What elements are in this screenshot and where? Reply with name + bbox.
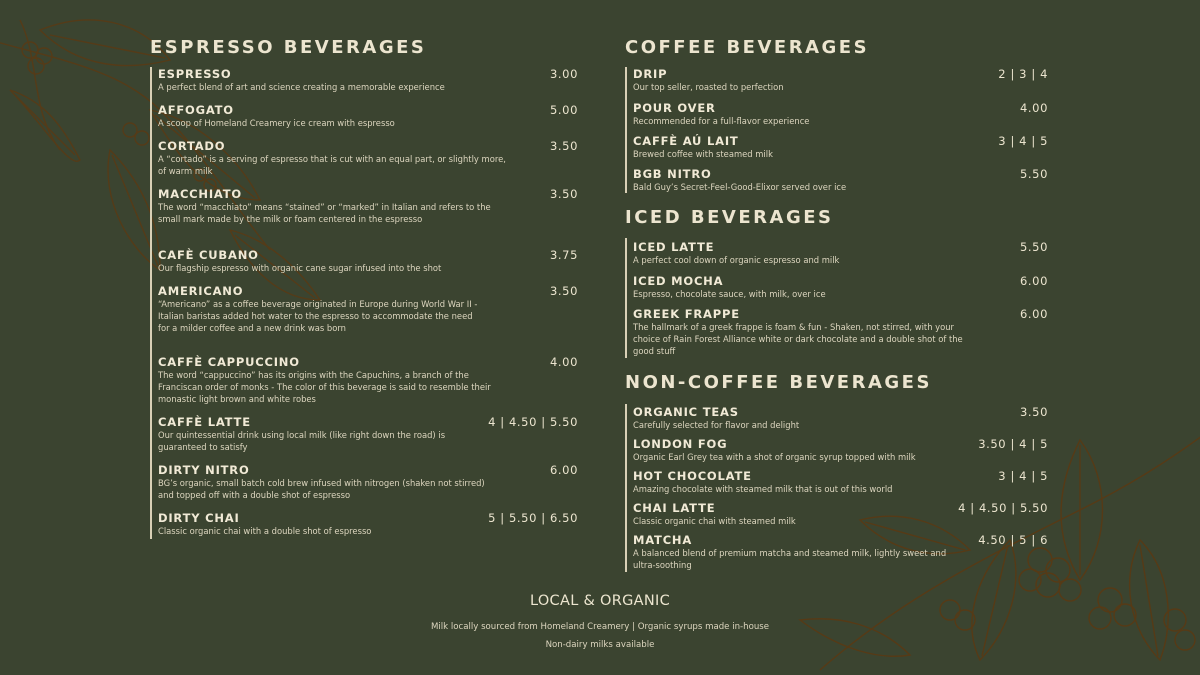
menu-item bbox=[158, 249, 508, 274]
item-description: A perfect cool down of organic espresso and milk bbox=[633, 255, 840, 265]
item-price: 4 | 4.50 | 5.50 bbox=[488, 415, 578, 429]
item-price: 2 | 3 | 4 bbox=[998, 67, 1048, 81]
item-name: GREEK FRAPPE bbox=[633, 307, 740, 321]
item-name: ICED LATTE bbox=[633, 240, 715, 254]
item-description: Classic organic chai with steamed milk bbox=[633, 516, 796, 526]
section-title-espresso: ESPRESSO BEVERAGES bbox=[150, 37, 427, 58]
item-price: 3.50 bbox=[1019, 405, 1048, 419]
noncoffee-items bbox=[625, 404, 1050, 572]
menu-item bbox=[158, 285, 478, 334]
item-price: 3.50 bbox=[549, 187, 578, 201]
item-name: DIRTY CHAI bbox=[158, 511, 240, 525]
menu-item bbox=[633, 102, 963, 127]
item-price: 5.00 bbox=[549, 103, 578, 117]
item-name: DIRTY NITRO bbox=[158, 463, 250, 477]
item-price: 4 | 4.50 | 5.50 bbox=[958, 501, 1048, 515]
item-name: MATCHA bbox=[633, 533, 693, 547]
menu-item bbox=[158, 188, 498, 225]
item-name: HOT CHOCOLATE bbox=[633, 469, 752, 483]
item-description: A “cortado” is a serving of espresso that is cut with an equal part, or slightly more, of warm milk bbox=[158, 154, 506, 176]
item-description: Bald Guy’s Secret-Feel-Good-Elixor served over ice bbox=[633, 182, 847, 192]
item-description: Recommended for a full-flavor experience bbox=[633, 116, 810, 126]
item-name: ESPRESSO bbox=[158, 67, 232, 81]
section-title-iced: ICED BEVERAGES bbox=[625, 207, 834, 228]
item-price: 4.50 | 5 | 6 bbox=[978, 533, 1048, 547]
item-name: ICED MOCHA bbox=[633, 274, 724, 288]
menu-item bbox=[633, 68, 963, 93]
item-price: 3.00 bbox=[549, 67, 578, 81]
item-name: ORGANIC TEAS bbox=[633, 405, 739, 419]
item-description: Carefully selected for flavor and delight bbox=[633, 420, 800, 430]
section-title-noncoffee: NON-COFFEE BEVERAGES bbox=[625, 372, 932, 393]
item-name: CAFÈ CUBANO bbox=[158, 248, 259, 262]
item-price: 3.50 bbox=[549, 139, 578, 153]
item-description: The hallmark of a greek frappe is foam & fun - Shaken, not stirred, with your choice of Rain Forest Alliance white or dark chocolate and a double shot of the good stuff bbox=[633, 322, 963, 356]
item-name: MACCHIATO bbox=[158, 187, 242, 201]
menu-item bbox=[158, 104, 508, 129]
item-description: Classic organic chai with a double shot of espresso bbox=[158, 526, 372, 536]
item-name: CAFFÈ CAPPUCCINO bbox=[158, 355, 300, 369]
footer-title: LOCAL & ORGANIC bbox=[529, 593, 670, 609]
item-name: LONDON FOG bbox=[633, 437, 728, 451]
item-description: A balanced blend of premium matcha and steamed milk, lightly sweet and ultra-soothing bbox=[633, 548, 947, 570]
menu-item bbox=[158, 416, 478, 453]
menu-item bbox=[633, 406, 973, 431]
item-name: AFFOGATO bbox=[158, 103, 234, 117]
item-price: 3.75 bbox=[549, 248, 578, 262]
item-description: Our flagship espresso with organic cane sugar infused into the shot bbox=[158, 263, 442, 273]
menu-item bbox=[633, 438, 978, 463]
iced-items bbox=[625, 238, 1050, 358]
item-description: Brewed coffee with steamed milk bbox=[633, 149, 773, 159]
item-description: Organic Earl Grey tea with a shot of organic syrup topped with milk bbox=[633, 452, 916, 462]
coffee-items bbox=[625, 67, 1050, 193]
menu-item bbox=[633, 470, 973, 495]
item-description: A scoop of Homeland Creamery ice cream with espresso bbox=[158, 118, 395, 128]
footer-note-sourcing: Milk locally sourced from Homeland Creamery | Organic syrups made in-house bbox=[430, 622, 770, 632]
item-description: A perfect blend of art and science creating a memorable experience bbox=[158, 82, 445, 92]
item-price: 4.00 bbox=[549, 355, 578, 369]
item-description: “Americano” as a coffee beverage originated in Europe during World War II - Italian baristas added hot water to the espresso to accommodate the need for a milder coffee and a new drink was born bbox=[158, 299, 478, 333]
menu-item bbox=[158, 464, 503, 501]
menu-item bbox=[633, 241, 963, 266]
menu-item bbox=[158, 356, 508, 405]
menu-item bbox=[633, 502, 953, 527]
item-name: CHAI LATTE bbox=[633, 501, 716, 515]
item-description: The word “cappuccino” has its origins with the Capuchins, a branch of the Franciscan order of monks - The color of this beverage is said to resemble their monastic light brown and white robes bbox=[158, 370, 491, 404]
item-price: 3.50 | 4 | 5 bbox=[978, 437, 1048, 451]
menu-item bbox=[158, 68, 508, 93]
menu-item bbox=[158, 140, 508, 177]
item-price: 3.50 bbox=[549, 284, 578, 298]
item-name: BGB NITRO bbox=[633, 167, 712, 181]
item-name: AMERICANO bbox=[158, 284, 244, 298]
menu-item bbox=[633, 308, 968, 357]
item-name: CAFFÈ LATTE bbox=[158, 415, 251, 429]
item-description: BG’s organic, small batch cold brew infused with nitrogen (shaken not stirred) and topped off with a double shot of espresso bbox=[158, 478, 485, 500]
espresso-items bbox=[150, 67, 580, 539]
item-name: POUR OVER bbox=[633, 101, 716, 115]
item-description: Our top seller, roasted to perfection bbox=[633, 82, 784, 92]
item-price: 6.00 bbox=[1019, 307, 1048, 321]
item-price: 6.00 bbox=[1019, 274, 1048, 288]
item-price: 5.50 bbox=[1019, 167, 1048, 181]
item-price: 3 | 4 | 5 bbox=[998, 469, 1048, 483]
menu-item bbox=[633, 534, 953, 571]
item-description: Our quintessential drink using local milk (like right down the road) is guaranteed to satisfy bbox=[158, 430, 446, 452]
footer-note-nondairy: Non-dairy milks available bbox=[545, 640, 655, 650]
item-name: DRIP bbox=[633, 67, 668, 81]
item-price: 5.50 bbox=[1019, 240, 1048, 254]
menu-item bbox=[633, 168, 963, 193]
item-description: The word “macchiato” means “stained” or “marked” in Italian and refers to the small mark made by the milk or foam centered in the espresso bbox=[158, 202, 491, 224]
item-price: 4.00 bbox=[1019, 101, 1048, 115]
section-title-coffee: COFFEE BEVERAGES bbox=[625, 37, 870, 58]
item-price: 3 | 4 | 5 bbox=[998, 134, 1048, 148]
item-price: 5 | 5.50 | 6.50 bbox=[488, 511, 578, 525]
item-description: Amazing chocolate with steamed milk that is out of this world bbox=[633, 484, 893, 494]
item-price: 6.00 bbox=[549, 463, 578, 477]
item-name: CORTADO bbox=[158, 139, 226, 153]
menu-item bbox=[158, 512, 478, 537]
menu-item bbox=[633, 275, 963, 300]
menu-item bbox=[633, 135, 963, 160]
item-name: CAFFÈ AÚ LAIT bbox=[633, 134, 739, 148]
item-description: Espresso, chocolate sauce, with milk, over ice bbox=[633, 289, 826, 299]
